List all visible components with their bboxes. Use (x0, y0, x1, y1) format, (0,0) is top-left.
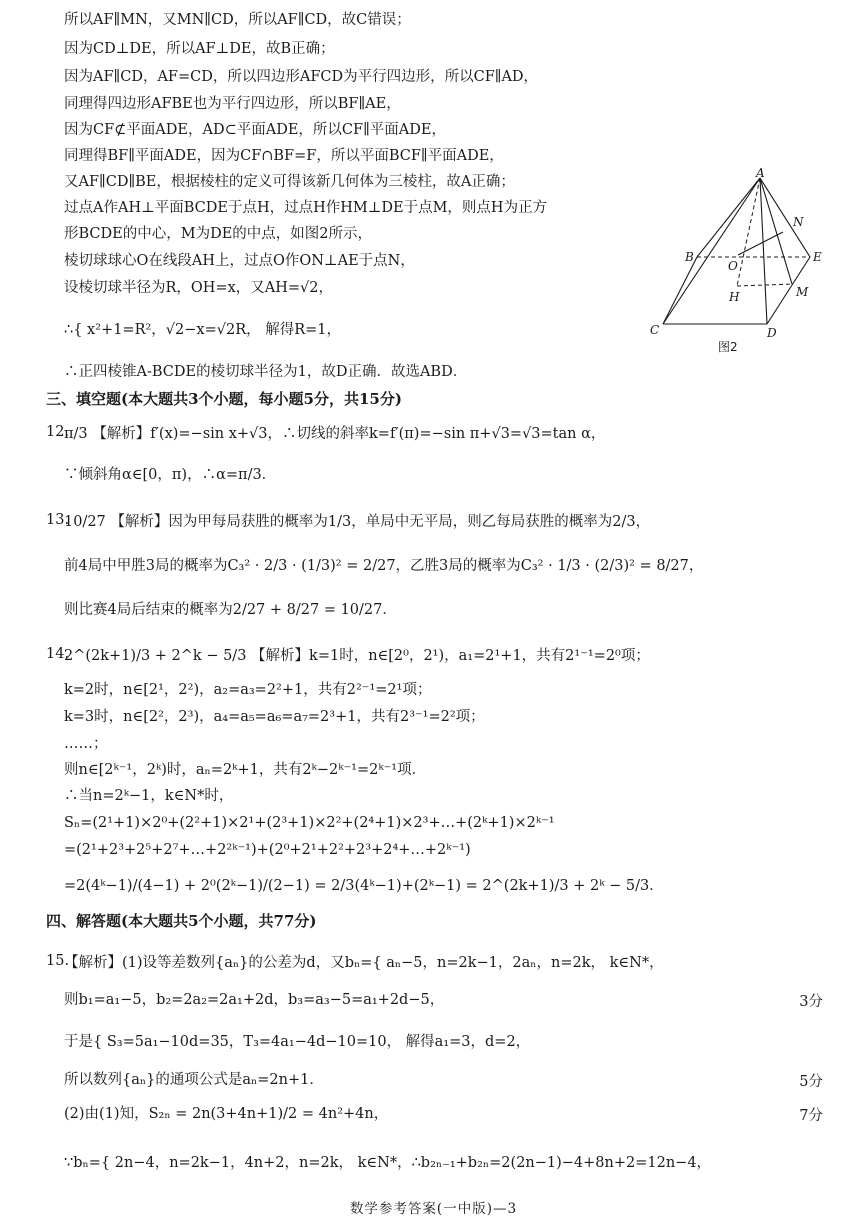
answer-line: 则n∈[2ᵏ⁻¹，2ᵏ)时，aₙ=2ᵏ+1，共有2ᵏ−2ᵏ⁻¹=2ᵏ⁻¹项． (64, 762, 427, 778)
score-mark: 3分 (799, 994, 823, 1010)
answer-line: 2^(2k+1)/3 + 2^k − 5/3 【解析】k=1时，n∈[2⁰，2¹)，a₁=2¹+1，共有2¹⁻¹=2⁰项； (64, 648, 650, 664)
edge-CB (663, 257, 697, 324)
label-A: A (756, 168, 765, 180)
proof-conclusion: ∴正四棱锥A-BCDE的棱切球半径为1，故D正确．故选ABD． (64, 364, 468, 380)
answer-line: ∵倾斜角α∈[0，π)，∴α=π/3． (64, 467, 277, 483)
label-M: M (796, 285, 809, 299)
answer-line: ……； (64, 736, 108, 752)
proof-line: 形BCDE的中心，M为DE的中点，如图2所示， (64, 226, 373, 242)
answer-line: 所以数列{aₙ}的通项公式是aₙ=2n+1． (64, 1072, 324, 1088)
answer-line: ∴当n=2ᵏ−1，k∈N*时， (64, 788, 234, 804)
hidden-height-AH (737, 178, 760, 286)
answer-line: π/3 【解析】f′(x)=−sin x+√3，∴切线的斜率k=f′(π)=−sin π+√3=√3=tan α， (64, 426, 606, 442)
section-title: 四、解答题(本大题共5个小题，共77分) (46, 912, 317, 930)
score-mark: 7分 (799, 1108, 823, 1124)
answer-line: ∵bₙ={ 2n−4，n=2k−1，4n+2，n=2k， k∈N*，∴b₂ₙ₋₁+b₂ₙ=2(2n−1)−4+8n+2=12n−4， (64, 1155, 712, 1171)
figure-caption: 图2 (718, 340, 738, 353)
proof-line: 同理得BF∥平面ADE，因为CF∩BF=F，所以平面BCF∥平面ADE， (64, 148, 504, 164)
answer-line: Sₙ=(2¹+1)×2⁰+(2²+1)×2¹+(2³+1)×2²+(2⁴+1)×2³+…+(2ᵏ+1)×2ᵏ⁻¹ (64, 815, 555, 831)
label-C: C (650, 323, 660, 337)
answer-line: 于是{ S₃=5a₁−10d=35，T₃=4a₁−4d−10=10， 解得a₁=3，d=2， (64, 1034, 531, 1050)
edge-AB (697, 178, 760, 257)
proof-line: 棱切球球心O在线段AH上，过点O作ON⊥AE于点N， (64, 253, 415, 269)
question-number: 14. (46, 646, 70, 662)
answer-line: =2(4ᵏ−1)/(4−1) + 2⁰(2ᵏ−1)/(2−1) = 2/3(4ᵏ−1)+(2ᵏ−1) = 2^(2k+1)/3 + 2ᵏ − 5/3． (64, 878, 664, 894)
page-footer: 数学参考答案(一中版)—3 (349, 1201, 518, 1217)
answer-line: k=2时，n∈[2¹，2²)，a₂=a₃=2²+1，共有2²⁻¹=2¹项； (64, 682, 432, 698)
proof-line: 因为CF⊄平面ADE，AD⊂平面ADE，所以CF∥平面ADE， (64, 122, 446, 138)
question-number: 13. (46, 512, 70, 528)
pyramid-figure (645, 168, 840, 353)
proof-line: 又AF∥CD∥BE，根据棱柱的定义可得该新几何体为三棱柱，故A正确； (64, 174, 515, 190)
edge-AD (760, 178, 767, 324)
proof-line: 设棱切球半径为R，OH=x，又AH=√2， (64, 280, 334, 296)
proof-line: 因为AF∥CD，AF=CD，所以四边形AFCD为平行四边形，所以CF∥AD， (64, 69, 539, 85)
label-N: N (793, 215, 804, 229)
label-H: H (729, 290, 740, 304)
proof-system-line: ∴{ x²+1=R²，√2−x=√2R， 解得R=1， (64, 322, 342, 338)
answer-line: 【解析】(1)设等差数列{aₙ}的公差为d，又bₙ={ aₙ−5，n=2k−1，2aₙ，n=2k， k∈N*， (64, 955, 664, 971)
answer-line: 则比赛4局后结束的概率为2/27 + 8/27 = 10/27． (64, 602, 397, 618)
label-D: D (767, 326, 777, 340)
answer-line: 则b₁=a₁−5，b₂=2a₂=2a₁+2d，b₃=a₃−5=a₁+2d−5， (64, 992, 445, 1008)
answer-line: 10/27 【解析】因为甲每局获胜的概率为1/3，单局中无平局，则乙每局获胜的概率为2/3， (64, 514, 651, 530)
proof-line: 同理得四边形AFBE也为平行四边形，所以BF∥AE， (64, 96, 401, 112)
hidden-segment-HM (737, 284, 792, 286)
answer-line: =(2¹+2³+2⁵+2⁷+…+2²ᵏ⁻¹)+(2⁰+2¹+2²+2³+2⁴+…+2ᵏ⁻¹) (64, 842, 471, 858)
label-E: E (813, 250, 822, 264)
score-mark: 5分 (799, 1074, 823, 1090)
answer-line: k=3时，n∈[2²，2³)，a₄=a₅=a₆=a₇=2³+1，共有2³⁻¹=2²项； (64, 709, 485, 725)
answer-line: 前4局中甲胜3局的概率为C₃² · 2/3 · (1/3)² = 2/27，乙胜3局的概率为C₃² · 1/3 · (2/3)² = 8/27， (64, 558, 704, 574)
label-O: O (728, 259, 738, 273)
label-B: B (685, 250, 694, 264)
section-title: 三、填空题(本大题共3个小题，每小题5分，共15分) (46, 390, 402, 408)
proof-line: 因为CD⊥DE，所以AF⊥DE，故B正确； (64, 41, 335, 57)
answer-line: (2)由(1)知，S₂ₙ = 2n(3+4n+1)/2 = 4n²+4n， (64, 1106, 389, 1122)
segment-ON (738, 232, 783, 255)
proof-line: 所以AF∥MN，又MN∥CD，所以AF∥CD，故C错误； (64, 12, 411, 28)
proof-line: 过点A作AH⊥平面BCDE于点H，过点H作HM⊥DE于点M，则点H为正方 (64, 200, 548, 216)
question-number: 12. (46, 424, 70, 440)
question-number: 15. (46, 953, 70, 969)
